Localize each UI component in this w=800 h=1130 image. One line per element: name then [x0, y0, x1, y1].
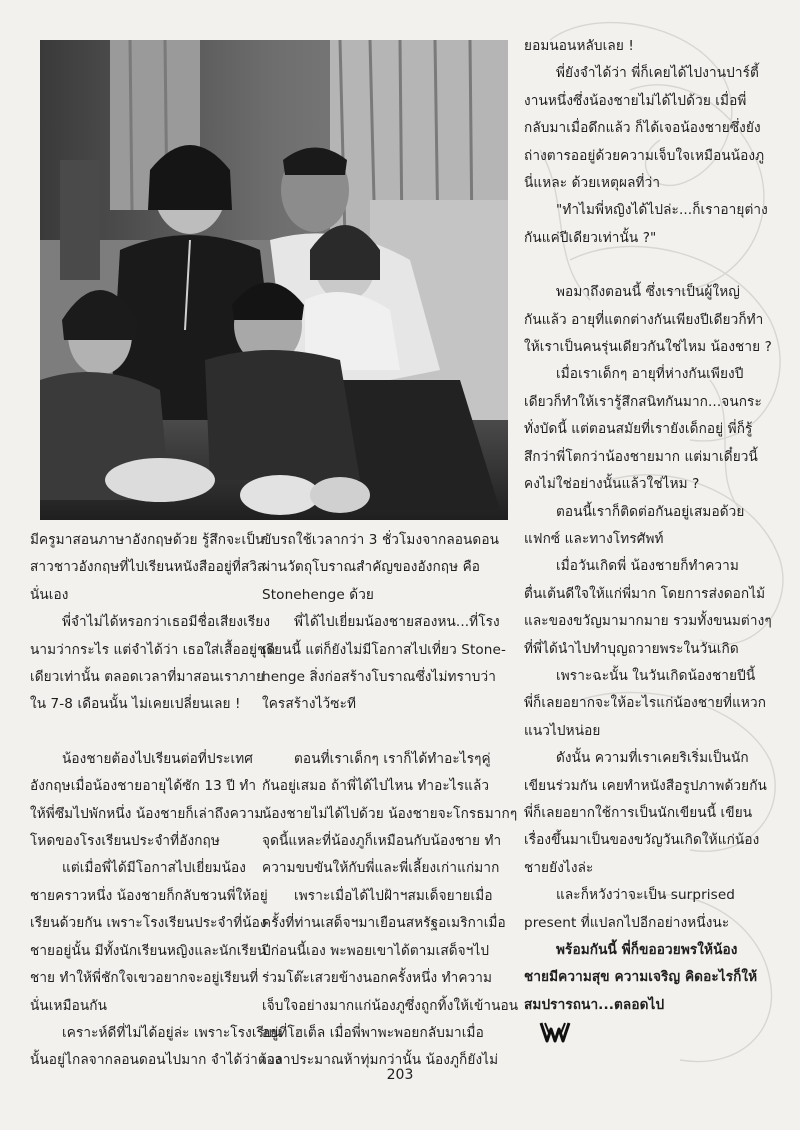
text-line: พี่ก็เลยอยากใช้การเป็นนักเขียนนี้ เขียน [524, 804, 753, 821]
text-line: และของขวัญมามากมาย รวมทั้งขนมต่างๆ [524, 613, 772, 630]
logo-row [524, 1019, 786, 1053]
text-line: ความขบขันให้กับพี่และพี่เลี้ยงเก่าแก่มาก [262, 860, 500, 877]
text-line: ให้พี่ซึมไปพักหนึ่ง น้องชายก็เล่าถึงความ [30, 805, 264, 822]
middle-column [262, 527, 519, 1075]
text-line: ที่พี่ได้นำไปทำบุญถวายพระในวันเกิด [524, 640, 739, 657]
text-line: อยู่ที่โฮเต็ล เมื่อพี่พาพะพอยกลับมาเมื่อ [262, 1024, 484, 1041]
text-line: เรียนด้วยกัน เพราะโรงเรียนประจำที่น้อง [30, 915, 267, 932]
text-line: นามว่ากระไร แต่จำได้ว่า เธอใส่เสื้ออยู่ชุด [30, 641, 276, 658]
text-line: เรียนนี้ แต่ก็ยังไม่มีโอกาสไปเที่ยว Stone- [262, 641, 506, 658]
text-line: มีครูมาสอนภาษาอังกฤษด้วย รู้สึกจะเป็น [30, 532, 265, 548]
family-photo-icon [40, 40, 508, 520]
text-line: ยอมนอนหลับเลย ! [524, 38, 634, 54]
text-line: น้องชายต้องไปเรียนต่อที่ประเทศ [62, 750, 254, 767]
blessing-line: ชายมีความสุข ความเจริญ คิดอะไรก็ให้ [524, 969, 758, 986]
text-line: ขับรถใช้เวลากว่า 3 ชั่วโมงจากลอนดอน [262, 532, 500, 548]
text-line: ชายยังไงล่ะ [524, 859, 594, 876]
text-line: henge สิ่งก่อสร้างโบราณซึ่งไม่ทราบว่า [262, 669, 496, 686]
text-line: นั่นเอง [30, 586, 69, 603]
text-line: present ที่แปลกไปอีกอย่างหนึ่งนะ [524, 914, 730, 931]
left-column [30, 527, 282, 1075]
text-line: พอมาถึงตอนนี้ ซึ่งเราเป็นผู้ใหญ่ [556, 284, 740, 301]
text-line: ตอนที่เราเด็กๆ เราก็ได้ทำอะไรๆคู่ [294, 750, 491, 767]
text-line: และก็หวังว่าจะเป็น surprised [556, 887, 736, 904]
text-line: คงไม่ใช่อย่างนั้นแล้วใช่ไหม ? [524, 476, 700, 493]
text-line: ชาย ทำให้พี่ชักใจเขวอยากจะอยู่เรียนที่ [30, 970, 259, 987]
right-column [524, 33, 786, 1053]
text-line: พี่ก็เลยอยากจะให้อะไรแก่น้องชายที่แหวก [524, 695, 767, 712]
text-line: แต่เมื่อพี่ได้มีโอกาสไปเยี่ยมน้อง [62, 860, 246, 877]
text-line: ทั่งบัดนี้ แต่ตอนสมัยที่เรายังเด็กอยู่ พี่ก็รู้ [524, 421, 753, 438]
blessing-line: สมปรารถนา...ตลอดไป [524, 996, 665, 1013]
page-number: 203 [386, 1067, 414, 1083]
text-line: "ทำไมพี่หญิงได้ไปล่ะ...ก็เราอายุต่าง [556, 202, 768, 219]
blessing-line: พร้อมกันนี้ พี่ก็ขออวยพรให้น้อง [556, 942, 738, 958]
text-line: ชายคราวหนึ่ง น้องชายก็กลับชวนพี่ให้อยู่ [30, 887, 268, 904]
text-line: เรื่องขึ้นมาเป็นของขวัญวันเกิดให้แก่น้อง [524, 832, 760, 849]
text-line: เจ็บใจอย่างมากแก่น้องภูซึ่งถูกทิ้งให้เข้านอน [262, 997, 519, 1014]
text-line: สาวชาวอังกฤษที่ไปเรียนหนังสืออยู่ที่สวิส [30, 559, 266, 576]
text-line: โหดของโรงเรียนประจำที่อังกฤษ [30, 833, 220, 850]
text-line: ตอนนี้เราก็ติดต่อกันอยู่เสมอด้วย [556, 503, 745, 520]
text-line: ใน 7-8 เดือนนั้น ไม่เคยเปลี่ยนเลย ! [30, 696, 241, 713]
text-line: กลับมาเมื่อดึกแล้ว ก็ได้เจอน้องชายซึ่งยัง [524, 120, 761, 137]
text-line: ใครสร้างไว้ซะที [262, 696, 357, 713]
text-line: กันแล้ว อายุที่แตกต่างกันเพียงปีเดียวก็ทำ [524, 311, 764, 328]
text-line: งานหนึ่งซึ่งน้องชายไม่ได้ไปด้วย เมื่อพี่ [524, 92, 747, 109]
text-line: เวลาประมาณห้าทุ่มกว่านั้น น้องภูก็ยังไม่ [262, 1052, 499, 1069]
text-line: เดียวเท่านั้น ตลอดเวลาที่มาสอนเราภาย [30, 669, 265, 686]
text-line: พี่จำไม่ได้หรอกว่าเธอมีชื่อเสียงเรียง [62, 614, 271, 631]
text-line: เมื่อวันเกิดพี่ น้องชายก็ทำความ [556, 558, 739, 575]
text-line: ถ่างตารออยู่ด้วยความเจ็บใจเหมือนน้องภู [524, 147, 765, 164]
text-line: เขียนร่วมกัน เคยทำหนังสือรูปภาพด้วยกัน [524, 777, 767, 794]
text-line: เดียวก็ทำให้เรารู้สึกสนิทกันมาก...จนกระ [524, 393, 762, 410]
text-line: นี่แหละ ด้วยเหตุผลที่ว่า [524, 175, 661, 192]
text-line: กันอยู่เสมอ ถ้าพี่ได้ไปไหน ทำอะไรแล้ว [262, 778, 490, 795]
text-line: สึกว่าพี่โตกว่าน้องชายมาก แต่มาเดี๋ยวนี้ [524, 448, 758, 465]
text-line: ชายอยู่นั้น มีทั้งนักเรียนหญิงและนักเรียน [30, 942, 267, 959]
text-line: น้องชายไม่ได้ไปด้วย น้องชายจะโกรธมากๆ [262, 805, 518, 822]
text-line: อังกฤษเมื่อน้องชายอายุได้ซัก 13 ปี ทำ [30, 778, 257, 795]
text-line: เพราะเมื่อได้ไปฝ้าฯสมเด็จยายเมื่อ [294, 887, 493, 904]
text-line: นั้นอยู่ไกลจากลอนดอนไปมาก จำได้ว่าต้อง [30, 1052, 282, 1069]
text-line: ตื่นเต้นดีใจให้แก่พี่มาก โดยการส่งดอกไม้ [524, 585, 766, 602]
text-line: ร่วมโต๊ะเสวยข้างนอกครั้งหนึ่ง ทำความ [262, 970, 493, 987]
text-line: จุดนี้แหละที่น้องภูก็เหมือนกับน้องชาย ทำ [262, 833, 502, 850]
signature-logo-icon [540, 1021, 570, 1043]
text-line: นั่นเหมือนกัน [30, 997, 108, 1014]
text-line: ให้เราเป็นคนรุ่นเดียวกันใช่ไหม น้องชาย ? [524, 339, 772, 356]
text-line: ผ่านวัตถุโบราณสำคัญของอังกฤษ คือ [262, 559, 481, 576]
text-line: เมื่อเราเด็กๆ อายุที่ห่างกันเพียงปี [556, 366, 744, 383]
text-line: เพราะฉะนั้น ในวันเกิดน้องชายปีนี้ [556, 667, 756, 684]
text-line: แนวไปหน่อย [524, 722, 601, 739]
text-line: ปีก่อนนี้เอง พะพอยเขาได้ตามเสด็จฯไป [262, 942, 490, 959]
family-photo [40, 40, 508, 520]
text-line: Stonehenge ด้วย [262, 586, 374, 603]
text-line: กันแค่ปีเดียวเท่านั้น ?" [524, 229, 657, 246]
text-line: แฟกซ์ และทางโทรศัพท์ [524, 530, 664, 547]
text-line: ครั้งที่ท่านเสด็จฯมาเยือนสหรัฐอเมริกาเมื่อ [262, 915, 506, 932]
text-line: ดังนั้น ความที่เราเคยริเริ่มเป็นนัก [556, 750, 749, 767]
text-line: พี่ได้ไปเยี่ยมน้องชายสองหน...ที่โรง [294, 614, 500, 631]
text-line: เคราะห์ดีที่ไม่ได้อยู่ล่ะ เพราะโรงเรียน [62, 1024, 282, 1041]
text-line: พี่ยังจำได้ว่า พี่ก็เคยได้ไปงานปาร์ตี้ [556, 65, 759, 82]
